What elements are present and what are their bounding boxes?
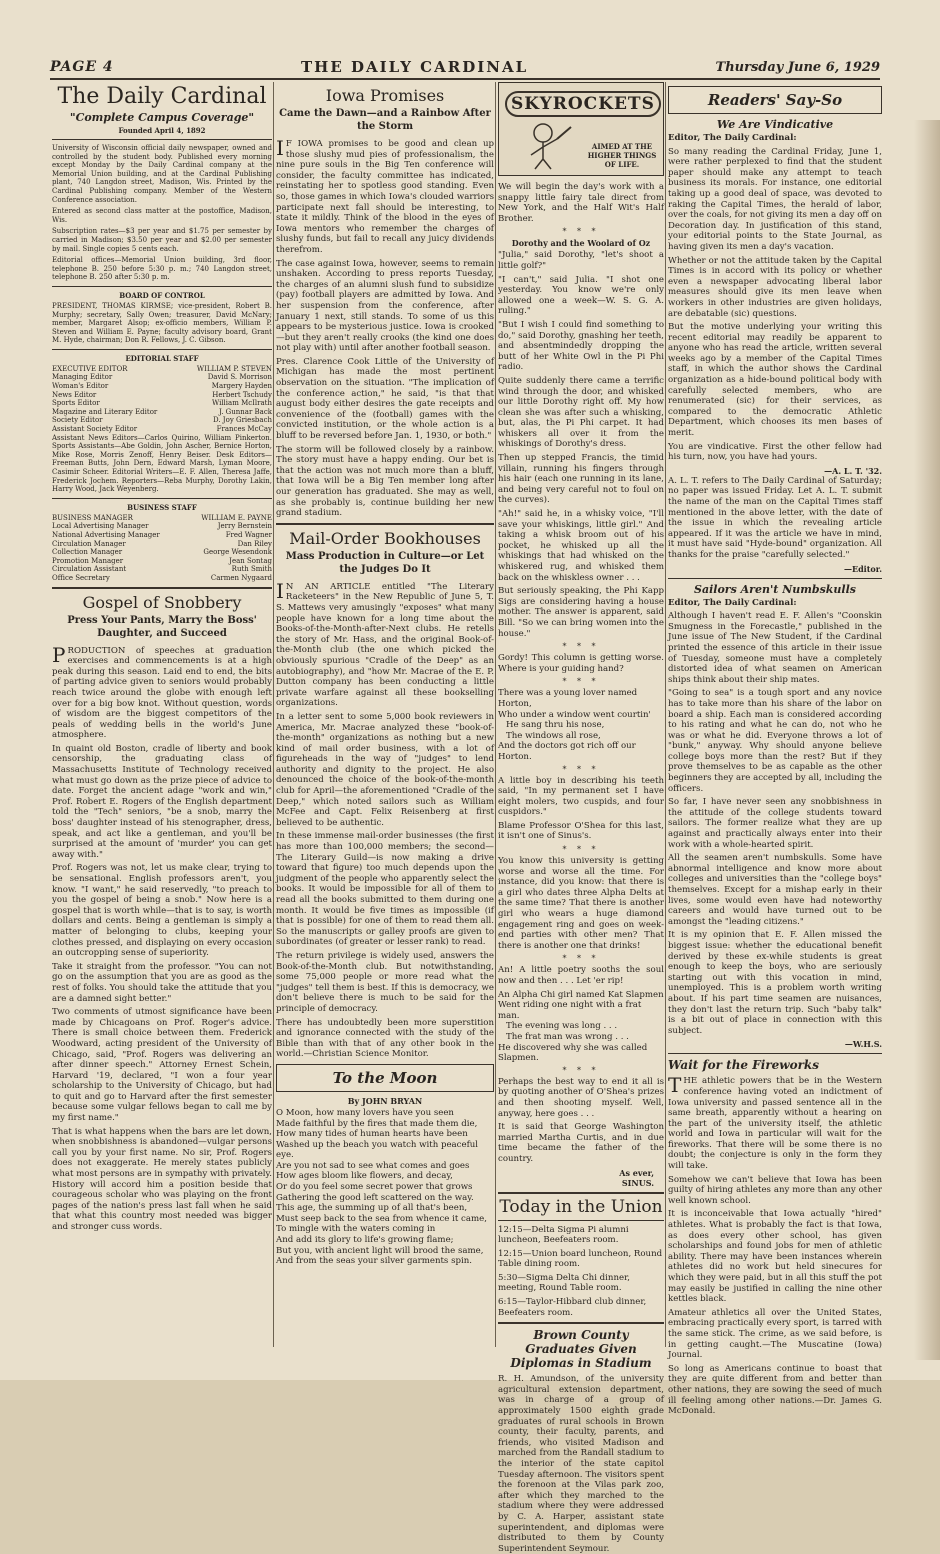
article-paragraph: Amateur athletics all over the United States, embracing practically every sport, is tarred with the same stick. The crime, as we said before, is in getting caught.—The Muscatine (Iowa) Journal. — [668, 1307, 882, 1361]
poem-line: And from the seas your silver garments spin. — [276, 1256, 472, 1267]
column-1 — [52, 82, 272, 1352]
poem-line: O Moon, how many lovers have you seen — [276, 1107, 454, 1118]
staff-name: David S. Morrison — [207, 373, 272, 382]
column-2 — [276, 82, 494, 1352]
sign-off: As ever, — [619, 1167, 654, 1178]
slogan: "Complete Campus Coverage" — [69, 111, 255, 124]
schedule-event: Taylor-Hibbard club dinner, Beefeaters room. — [498, 1297, 647, 1318]
masthead — [50, 56, 880, 80]
column-paragraph: Quite suddenly there came a terrific wind through the door, and whisked our little Dorothy right off. My how clean she was after such a whisking, but, alas, the Pi Phi carpet. It had whiskers all over it from the whiskings of Dorothy's dress. — [498, 375, 664, 450]
staff-row — [52, 425, 272, 434]
staff-name: WILLIAM P. STEVEN — [196, 364, 272, 373]
article-paragraph: The return privilege is widely used, answers the Book-of-the-Month club. But notwithstanding, some 75,000 people or more read what the "judges" tell them is best. If this is democracy, we don't believe there is much to be said for the principle of democracy. — [276, 950, 494, 1014]
staff-row — [52, 540, 272, 549]
article-paragraph: The storm will be followed closely by a rainbow. The story must have a happy ending. Our bet is that the action was not much more than a bluff, that Iowa will be a Big Ten member long after our generation has graduated. She may as well, as she probably is, continue building her new grand stadium. — [276, 444, 494, 519]
article-paragraph: Prof. Rogers was not, let us make clear, trying to be sensational. English professors aren't, you know. "I want," he said reservedly, "to preach to you the gospel of being a snob." Now here is a gospel that is worth while—that is to say, is worth dollars and cents. Being a gentleman is simply a matter of belonging to clubs, keeping your clothes pressed, and displaying on every occasion an outcropping sense of superiority. — [52, 863, 272, 959]
founded-line: Founded April 4, 1892 — [118, 126, 206, 135]
limerick — [498, 688, 664, 762]
column-paragraph: "Julia," said Dorothy, "let's shoot a little golf?" — [498, 250, 664, 271]
poem-line: An Alpha Chi girl named Kat Slapmen — [498, 989, 664, 1000]
editor-reply: A. L. T. refers to The Daily Cardinal of Saturday; no paper was issued Friday. Let A. L. T. submit the name of the man on the Capital Times staff mentioned in the above letter, with the date of the issue in which the revealing article appeared. If it was the article we have in mind, it must have said "Hyde-bound" organization. All thanks for the praise "carefully selected." — [668, 475, 882, 560]
poem-line: He discovered why she was called Slapmen. — [498, 1042, 648, 1064]
staff-row — [52, 373, 272, 382]
article-paragraph: The case against Iowa, however, seems to remain unshaken. According to press reports Tuesday, the charges of an alumni slush fund to subsidize (pay) football players are admitted by Iowa. And her suspension from the conference, after January 1 next, still stands. To some of us this appears to be mysterious justice. Iowa is crooked—but they aren't really crooks (the kind one does not play with) until after another football season. — [276, 258, 494, 354]
poem-line: The evening was long . . . — [506, 1021, 618, 1032]
role-label: Managing Editor — [52, 373, 113, 382]
column-paragraph: Then up stepped Francis, the timid villain, running his fingers through his hair (each one running in its lane, and being very careful not to foul on the curves). — [498, 453, 664, 506]
role-label: Society Editor — [52, 416, 103, 425]
editorial-headline: Gospel of Snobbery — [82, 592, 242, 612]
staff-name: WILLIAM E. PAYNE — [201, 513, 272, 522]
schedule-event: Sigma Delta Chi dinner, meeting, Round Table room. — [498, 1272, 630, 1294]
article-paragraph: In a letter sent to some 5,000 book reviewers in America, Mr. Macrae analyzed these "book-of-the-month" organizations as nothing but a new kind of mail order business, with a lot of figureheads in the way of "judges" to lend authority and dignity to the project. He also denounced the choice of the book-of-the-month club for April—the aforementioned "Cradle of the Deep," which noted sailors such as William McFee and Capt. Felix Reisenberg at first believed to be authentic. — [276, 711, 494, 828]
column-paragraph: A little boy in describing his teeth said, "In my permanent set I have eight molers, two cuspids, and four cuspidors." — [498, 775, 664, 818]
article-title: Wait for the Fireworks — [668, 1058, 819, 1073]
staff-name: Ruth Smith — [231, 565, 272, 574]
poem-line: How many tides of human hearts have been — [276, 1129, 468, 1140]
schedule-event: Union board luncheon, Round Table dining room. — [498, 1248, 663, 1270]
poem-line: Went riding one night with a frat man. — [498, 1000, 642, 1021]
separator-stars: * * * — [562, 1065, 600, 1075]
poem-line: He sang thru his nose, — [506, 720, 605, 731]
role-label: Collection Manager — [52, 548, 123, 557]
poem-line: But you, with ancient light will brood the same, — [276, 1245, 484, 1256]
column-3 — [498, 82, 664, 1554]
schedule-item: 6:15—Taylor-Hibbard club dinner, Beefeaters room. — [498, 1297, 647, 1318]
column-paragraph: It is said that George Washington married Martha Curtis, and in due time became the father of the country. — [498, 1122, 664, 1164]
subscription-text: Subscription rates—$3 per year and $1.75 per semester by carried in Madison; $3.50 per year and $2.00 per semester by mail. Single copies 5 cents each. — [52, 227, 272, 253]
role-label: Local Advertising Manager — [52, 522, 149, 531]
separator-stars: * * * — [562, 954, 600, 964]
separator-stars: * * * — [562, 845, 600, 855]
staff-row — [52, 416, 272, 425]
paper-edge-stain — [914, 120, 940, 1360]
staff-row — [52, 574, 272, 583]
article-paragraph: THE athletic powers that be in the Western conference having voted an indictment of Iowa university and passed sentence all in the same breath, apparently without a hearing on the part of the university itself, the athletic world and Iowa in particular will wait for the fireworks. That there will be some there is no doubt; the conjecture is only in the form they will take. — [668, 1073, 882, 1172]
staff-row — [52, 399, 272, 408]
role-label: National Advertising Manager — [52, 530, 160, 539]
poem-line: The windows all rose, — [506, 730, 601, 741]
article-paragraph: Two comments of utmost significance have been made by Chicagoans on Prof. Roger's advice. There is small choice between them. Frederick Woodward, acting president of the University of Chicago, said, "Prof. Rogers was delivering an after dinner speech." Attorney Ernest Schein, Harvard '19, declared, "I won a four year scholarship to the University of Chicago, but had to quit and go to Harvard after the first semester because some vulgar fellows began to call me by my first name." — [52, 1007, 272, 1124]
limerick — [498, 990, 664, 1064]
page-number: PAGE 4 — [50, 59, 114, 75]
column-paragraph: Blame Professor O'Shea for this last, it isn't one of Sinus's. — [498, 820, 664, 842]
poem-line: Are you not sad to see what comes and goes — [276, 1160, 470, 1171]
poem-line: Gathering the good left scattered on the way. — [276, 1192, 474, 1203]
article-paragraph: In quaint old Boston, cradle of liberty and book censorship, the graduating class of Massachusetts Institute of Technology received what must go down as the prize piece of advice to date. Forget the ancient adage "work and win," Prof. Robert E. Rogers of the English department told the "Tech" seniors, "be a snob, marry the boss' daughter instead of his stenographer, dress, speak, and act like a gentleman, and you'll be surprised at the amount of 'murder' you can get away with." — [52, 743, 272, 860]
letter-paragraph: It is my opinion that E. F. Allen missed the biggest issue: whether the educational benefit derived by these ex-while students is great enough to keep the boys, who are seriously starting out with this vocation in mind, unemployed. This is a problem worth writing about. If his part time seamen are nuisances, they don't last the return trip. Such "baby talk" is a bit out of place in connection with this subject. — [668, 930, 882, 1036]
staff-row — [52, 391, 272, 400]
letter-salutation: Editor, The Daily Cardinal: — [668, 597, 797, 608]
staff-name: William McIlrath — [212, 399, 272, 408]
board-heading: BOARD OF CONTROL — [119, 290, 205, 300]
business-heading: BUSINESS STAFF — [127, 502, 197, 512]
article-paragraph: It is inconceivable that Iowa actually "hired" athletes. What is probably the fact is that Iowa, as does every other school, has given scholarships and found jobs for men of athletic ability. There may have been instances wherein athletes did no work but held sinecures for which they were paid, but in all this stuff the pot may easily be justified in calling the nine other kettles black. — [668, 1209, 882, 1305]
article-paragraph: That is what happens when the bars are let down, when snobbishness is abandoned—vulgar persons call you by your first name. No sir, Prof. Rogers does not exaggerate. He merely states publicly what most persons are in sympathy with privately. History will accord him a position beside that courageous scholar who was playing on the front pages of the nation's press last fall when he said that what this country most needed was bigger and stronger cuss words. — [52, 1126, 272, 1232]
role-label: Promotion Manager — [52, 556, 124, 565]
skyrockets-header — [498, 82, 664, 176]
skyrockets-logo: SKYROCKETS — [505, 91, 661, 117]
column-paragraph: You know this university is getting worse and worse all the time. For instance, did you know: that there is a girl who dates three Alpha Delts at the same time? That there is another girl who wears a huge diamond engagement ring and goes on week-end parties with other men? That there is another one that drinks! — [498, 856, 664, 951]
role-label: News Editor — [52, 390, 97, 399]
schedule-time: 5:30 — [498, 1272, 518, 1283]
article-paragraph: PRODUCTION of speeches at graduation exercises and commencements is at a high peak during this season. Laid end to end, the bits of parting advice given to seniors would probably reach twice around the globe with enough left over for a big bow knot. Without question, words of wisdom are the biggest competitors of the peals of wedding bells in the world's June atmosphere. — [52, 642, 272, 741]
letter-title: We Are Vindicative — [716, 118, 834, 131]
staff-name: Fred Wagner — [225, 530, 272, 539]
column-paragraph: Gordy! This column is getting worse. Where is your guiding hand? — [498, 653, 664, 674]
poem-line: Washed up the beach you watch with peaceful eye. — [276, 1139, 479, 1161]
author-signature: SINUS. — [621, 1177, 654, 1188]
column-4 — [668, 82, 882, 1417]
schedule-time: 12:15 — [498, 1248, 523, 1259]
entered-text: Entered as second class matter at the postoffice, Madison, Wis. — [52, 207, 272, 224]
column-rule — [665, 82, 666, 1347]
poem-line: And the doctors got rich off our Horton. — [498, 741, 636, 762]
article-paragraph: IF IOWA promises to be good and clean up those slushy mud pies of professionalism, the nine pure souls in the Big Ten conference will consider, the faculty committee has indicated, reinstating her to spotless good standing. Even so, those games in which Iowa's clouded warriors participate next fall should be interesting, to state it mildly. Think of the blood in the eyes of Iowa mentors who remember the charges of slushy funds, but fail to recall any juicy dividends therefrom. — [276, 136, 494, 255]
staff-name: Carmen Nygaard — [210, 573, 272, 582]
letter-title: Sailors Aren't Numbskulls — [694, 582, 856, 596]
article-paragraph: So long as Americans continue to boast that they are quite different from and better than other nations, they are sowing the seed of much ill feeling among other nations.—Dr. James G. McDonald. — [668, 1363, 882, 1417]
role-label: Woman's Editor — [52, 382, 109, 391]
editorial-headline: Mail-Order Bookhouses — [289, 528, 481, 548]
schedule-item: 12:15—Union board luncheon, Round Table dining room. — [498, 1248, 663, 1270]
editor-signature: —Editor. — [843, 563, 882, 574]
role-label: EXECUTIVE EDITOR — [52, 364, 128, 373]
role-label: Circulation Assistant — [52, 565, 127, 574]
editorial-subhead: Mass Production in Culture—or Let the Judges Do It — [285, 550, 485, 575]
role-label: Circulation Manager — [52, 539, 126, 548]
separator-stars: * * * — [562, 227, 600, 237]
staff-row — [52, 557, 272, 566]
letter-paragraph: "Going to sea" is a tough sport and any novice has to take more than his share of the labor on board a ship. Each man is considered according to his rating and what he can do, not who he was or what he did. Everyone throws a lot of "bunk," anyway. Why should anyone believe college boys more than the rest? But if they prove themselves to be as capable as the other beginners they are accepted by all, including the officers. — [668, 688, 882, 794]
article-paragraph: Pres. Clarence Cook Little of the University of Michigan has made the most pertinent observation on the situation. "The implication of the conference action," he said, "is that that august body either desires the gate receipts and convenience of the (football) games with the convicted institution, or the whole action is a bluff to be reversed before Jan. 1, 1930, or both." — [276, 356, 494, 442]
editorial-subhead: Press Your Pants, Marry the Boss' Daughter, and Succeed — [67, 614, 257, 639]
story-title: Dorothy and the Woolard of Oz — [511, 238, 651, 249]
letter-salutation: Editor, The Daily Cardinal: — [668, 133, 797, 143]
letter-paragraph: Although I haven't read E. F. Allen's "Coonskin Smugness in the Forecastle," published in the June issue of The New Student, if the Cardinal printed the essence of this article in their issue of Tuesday, someone must have a completely distorted idea of what seamen on American ships think about their ship mates. — [668, 611, 882, 685]
editorial-headline: Iowa Promises — [325, 86, 445, 105]
article-paragraph: Take it straight from the professor. "You can not go on the assumption that you are as good as the rest of folks. You should take the attitude that you are a damned sight better." — [52, 961, 272, 1004]
column-paragraph: "I can't," said Julia. "I shot one yesterday. You know we're only allowed one a week—W. S. G. A. ruling." — [498, 274, 664, 317]
article-paragraph: Somehow we can't believe that Iowa has been guilty of hiring athletes any more than any other well known school. — [668, 1174, 882, 1206]
letter-signature: —W.H.S. — [844, 1039, 882, 1050]
poem-line: To mingle with the waters coming in — [276, 1224, 436, 1235]
role-label: Office Secretary — [52, 573, 110, 582]
schedule-event: Delta Sigma Pi alumni luncheon, Beefeaters room. — [498, 1224, 629, 1246]
schedule-time: 6:15 — [498, 1297, 518, 1308]
poem-line: Who under a window went courtin' — [498, 709, 651, 720]
article-paragraph: In these immense mail-order businesses (the first has more than 100,000 members; the second—The Literary Guild—is now making a drive toward that figure) too much depends upon the judgment of the people who apparently select the books. It would be impossible for all of them to read all the books submitted to them during one month. It would be five times as impossible (if that is possible) for one of them to read them all. So the manuscripts or galley proofs are given to subordinates (of greater or lesser rank) to read. — [276, 831, 494, 948]
poem-line: Made faithful by the fires that made them die, — [276, 1118, 478, 1129]
column-rule — [273, 82, 274, 1347]
offices-text: Editorial offices—Memorial Union building, 3rd floor, telephone B. 250 before 5:30 p. m.; 740 Langdon street, telephone B. 250 after 5:30 p. m. — [52, 256, 272, 282]
issue-date: Thursday June 6, 1929 — [715, 59, 880, 75]
poem-line: How ages bloom like flowers, and decay, — [276, 1171, 453, 1182]
poem-line: Or do you feel some secret power that grows — [276, 1182, 473, 1193]
letter-paragraph: You are vindicative. First the other fellow had his turn, now, you have had yours. — [668, 441, 882, 463]
staff-name: Margery Hayden — [211, 382, 272, 391]
column-paragraph: But seriously speaking, the Phi Kapp Sigs are considering having a house mother. The answer is apparent, said Bill. "So we can bring women into the house." — [498, 586, 664, 639]
column-paragraph: We will begin the day's work with a snappy little fairy tale direct from New York, and the Half Wit's Half Brother. — [498, 182, 664, 224]
schedule-time: 12:15 — [498, 1224, 523, 1235]
role-label: Magazine and Literary Editor — [52, 407, 158, 416]
poem-line: And add its glory to life's growing flame; — [276, 1235, 454, 1246]
staff-row — [52, 565, 272, 574]
board-text: PRESIDENT, THOMAS KIRMSE; vice-president, Robert B. Murphy; secretary, Sally Owen; treasurer, David McNary; member, Margaret Alsop; ex-officio members, William P. Steven and William E. Payne; faculty advisory board, Grant M. Hyde, chairman; Don R. Fellows, J. C. Gibson. — [52, 301, 272, 345]
role-label: Assistant Society Editor — [52, 425, 138, 434]
staff-row — [52, 408, 272, 417]
separator-stars: * * * — [562, 764, 600, 774]
skyrockets-caption: AIMED AT THE HIGHER THINGS OF LIFE. — [587, 142, 657, 169]
staff-notes: Assistant News Editors—Carlos Quirino, William Pinkerton. Sports Assistants—Abe Goldin, John Ascher, Bernice Horton, Mike Rose, Morris Zenoff, Henry Beiser. Desk Editors—Freeman Butts, John Dern, Edward Marsh, Lyman Moore, Casimir Scheer. Editorial Writers—E. F. Allen, Theresa Jaffe, Frederick Jochem. Reporters—Reba Murphy, Dorothy Lakin, Harry Wood, Jack Weyenberg. — [52, 433, 272, 494]
editorial-subhead: Came the Dawn—and a Rainbow After the Storm — [279, 108, 491, 132]
today-heading: Today in the Union — [499, 1196, 663, 1217]
staff-name: Jean Sontag — [229, 556, 272, 565]
staff-name: D. Joy Griesbach — [212, 416, 272, 425]
staff-name: George Wesendonk — [203, 548, 272, 557]
column-paragraph: "Ah!" said he, in a whisky voice, "I'll save your whiskings, little girl." And taking a whisk broom out of his pocket, he whisked up all the whiskings that had whisked on the whiskered rug, and whisked them back on the whiskless owner . . . — [498, 509, 664, 583]
column-rule — [495, 82, 496, 1347]
executive-editor-row — [52, 365, 272, 374]
role-label: Sports Editor — [52, 399, 100, 408]
article-paragraph: IN AN ARTICLE entitled "The Literary Racketeers" in the New Republic of June 5, T. S. Mattews very amusingly "exposes" what many people have known for a long time about the Books-of-the-Month-after-Next clubs. He retells the story of Mr. Hass, and the original Book-of-the-Month club (the one which picked the obviously spurious "Cradle of the Deep" as an autobiography), and "how Mr. Macrae of the E. P. Dutton company has been conducting a little private warfare against all these bookselling organizations. — [276, 578, 494, 709]
readers-say-so-heading: Readers' Say-So — [668, 86, 882, 114]
role-label: BUSINESS MANAGER — [52, 513, 133, 522]
staff-row — [52, 548, 272, 557]
staff-row — [52, 522, 272, 531]
poem — [276, 1108, 494, 1267]
separator-stars: * * * — [562, 642, 600, 652]
poem-line: There was a young lover named Horton, — [498, 688, 638, 709]
staff-name: Jerry Bernstein — [217, 522, 272, 531]
schedule-item: 5:30—Sigma Delta Chi dinner, meeting, Round Table room. — [498, 1272, 630, 1294]
staff-name: Herbert Tschudy — [212, 390, 272, 399]
letter-paragraph: So far, I have never seen any snobbishness in the attitude of the college students toward sailors. The former realize what they are up against and practically always enter into their work with a whole-hearted spirit. — [668, 797, 882, 850]
staff-name: J. Gunnar Back — [218, 407, 272, 416]
cartoon-figure-icon — [513, 121, 573, 171]
column-paragraph: "But I wish I could find something to do," said Dorothy, gnashing her teeth, and absentmindedly dropping the butt of her White Owl in the Pi Phi radio. — [498, 319, 664, 373]
editorial-heading: EDITORIAL STAFF — [125, 353, 199, 363]
article-paragraph: There has undoubtedly been more superstition and ignorance connected with the study of the Bible than with that of any other book in the world.—Christian Science Monitor. — [276, 1017, 494, 1060]
column-paragraph: Perhaps the best way to end it all is by quoting another of O'Shea's prizes and then shooting myself. Well, anyway, here goes . . . — [498, 1076, 664, 1119]
column-paragraph: An! A little poetry sooths the soul now and then . . . Let 'er rip! — [498, 965, 664, 986]
editorial-staff-list — [52, 373, 272, 433]
poem-byline: By JOHN BRYAN — [347, 1095, 423, 1106]
poem-line: The frat man was wrong . . . — [506, 1031, 629, 1042]
business-manager-row — [52, 514, 272, 523]
letter-paragraph: Whether or not the attitude taken by the Capital Times is in accord with its policy or whether even a newspaper advocating liberal labor measures should give its men leave when workers in other industries are given holidays, are debatable (sic) questions. — [668, 255, 882, 319]
letter-paragraph: But the motive underlying your writing this recent editorial may readily be apparent to anyone who has read the article, written several weeks ago by a member of the Capital Times staff, in which the author shows the Cardinal organization as a hide-bound political body with carefully selected members, who are renumerated (sic) for their services, as compared to the democratic Athletic Department, which chooses its men bases of merit. — [668, 322, 882, 439]
poem-line: This age, the summing up of all that's been, — [276, 1203, 468, 1214]
schedule-item: 12:15—Delta Sigma Pi alumni luncheon, Beefeaters room. — [498, 1224, 629, 1246]
staff-row — [52, 531, 272, 540]
intro-text: University of Wisconsin official daily newspaper, owned and controlled by the student body. Published every morning except Monday by the Daily Cardinal company at the Memorial Union building, and at the Cardinal Publishing plant, 740 Langdon street, Madison, Wis. Printed by the Cardinal Publishing company. Member of the Western Conference association. — [52, 144, 272, 204]
letter-paragraph: All the seamen aren't numbskulls. Some have abnormal intelligence and know more about colleges and universities than the "college boys" themselves. Except for a mishap early in their lives, some would even have had noteworthy careers and would have turned out to be amongst the "leading citizens." — [668, 853, 882, 927]
staff-row — [52, 382, 272, 391]
paper-nameplate: The Daily Cardinal — [57, 84, 267, 109]
separator-stars: * * * — [562, 677, 600, 687]
letter-paragraph: So many reading the Cardinal Friday, June 1, were rather perplexed to find that the student paper should make any attempt to teach business its morals. For instance, one editorial taking up a good deal of space, was devoted to raking the Capital Times, the herald of labor, over the coals, for not giving its men a day off on Decoration day. In justification of this stand, your editorial points to the State Journal, as having given its men a day's vacation. — [668, 146, 882, 252]
union-schedule — [498, 1225, 664, 1319]
news-paragraph: R. H. Amundson, of the university agricultural extension department, was in charge of a group of approximately 1500 eighth grade graduates of rural schools in Brown county, their faculty, parents, and friends, who visited Madison and marched from the Randall stadium to the interior of the state capitol Tuesday afternoon. The visitors spent the forenoon at the Vilas park zoo, after which they marched to the stadium where they were addressed by C. A. Harper, assistant state superintendent, and diplomas were distributed to them by County Superintendent Seymour. — [498, 1374, 664, 1554]
newspaper-title: THE DAILY CARDINAL — [301, 58, 529, 76]
letter-signature: —A. L. T. '32. — [824, 465, 882, 476]
staff-name: Frances McCay — [216, 425, 272, 434]
staff-name: Dan Riley — [237, 539, 272, 548]
business-staff-list — [52, 522, 272, 582]
poem-title-box: To the Moon — [276, 1064, 494, 1092]
poem-line: Must seep back to the sea from whence it came, — [276, 1213, 487, 1224]
news-headline: Brown County Graduates Given Diplomas in Stadium — [510, 1328, 652, 1371]
